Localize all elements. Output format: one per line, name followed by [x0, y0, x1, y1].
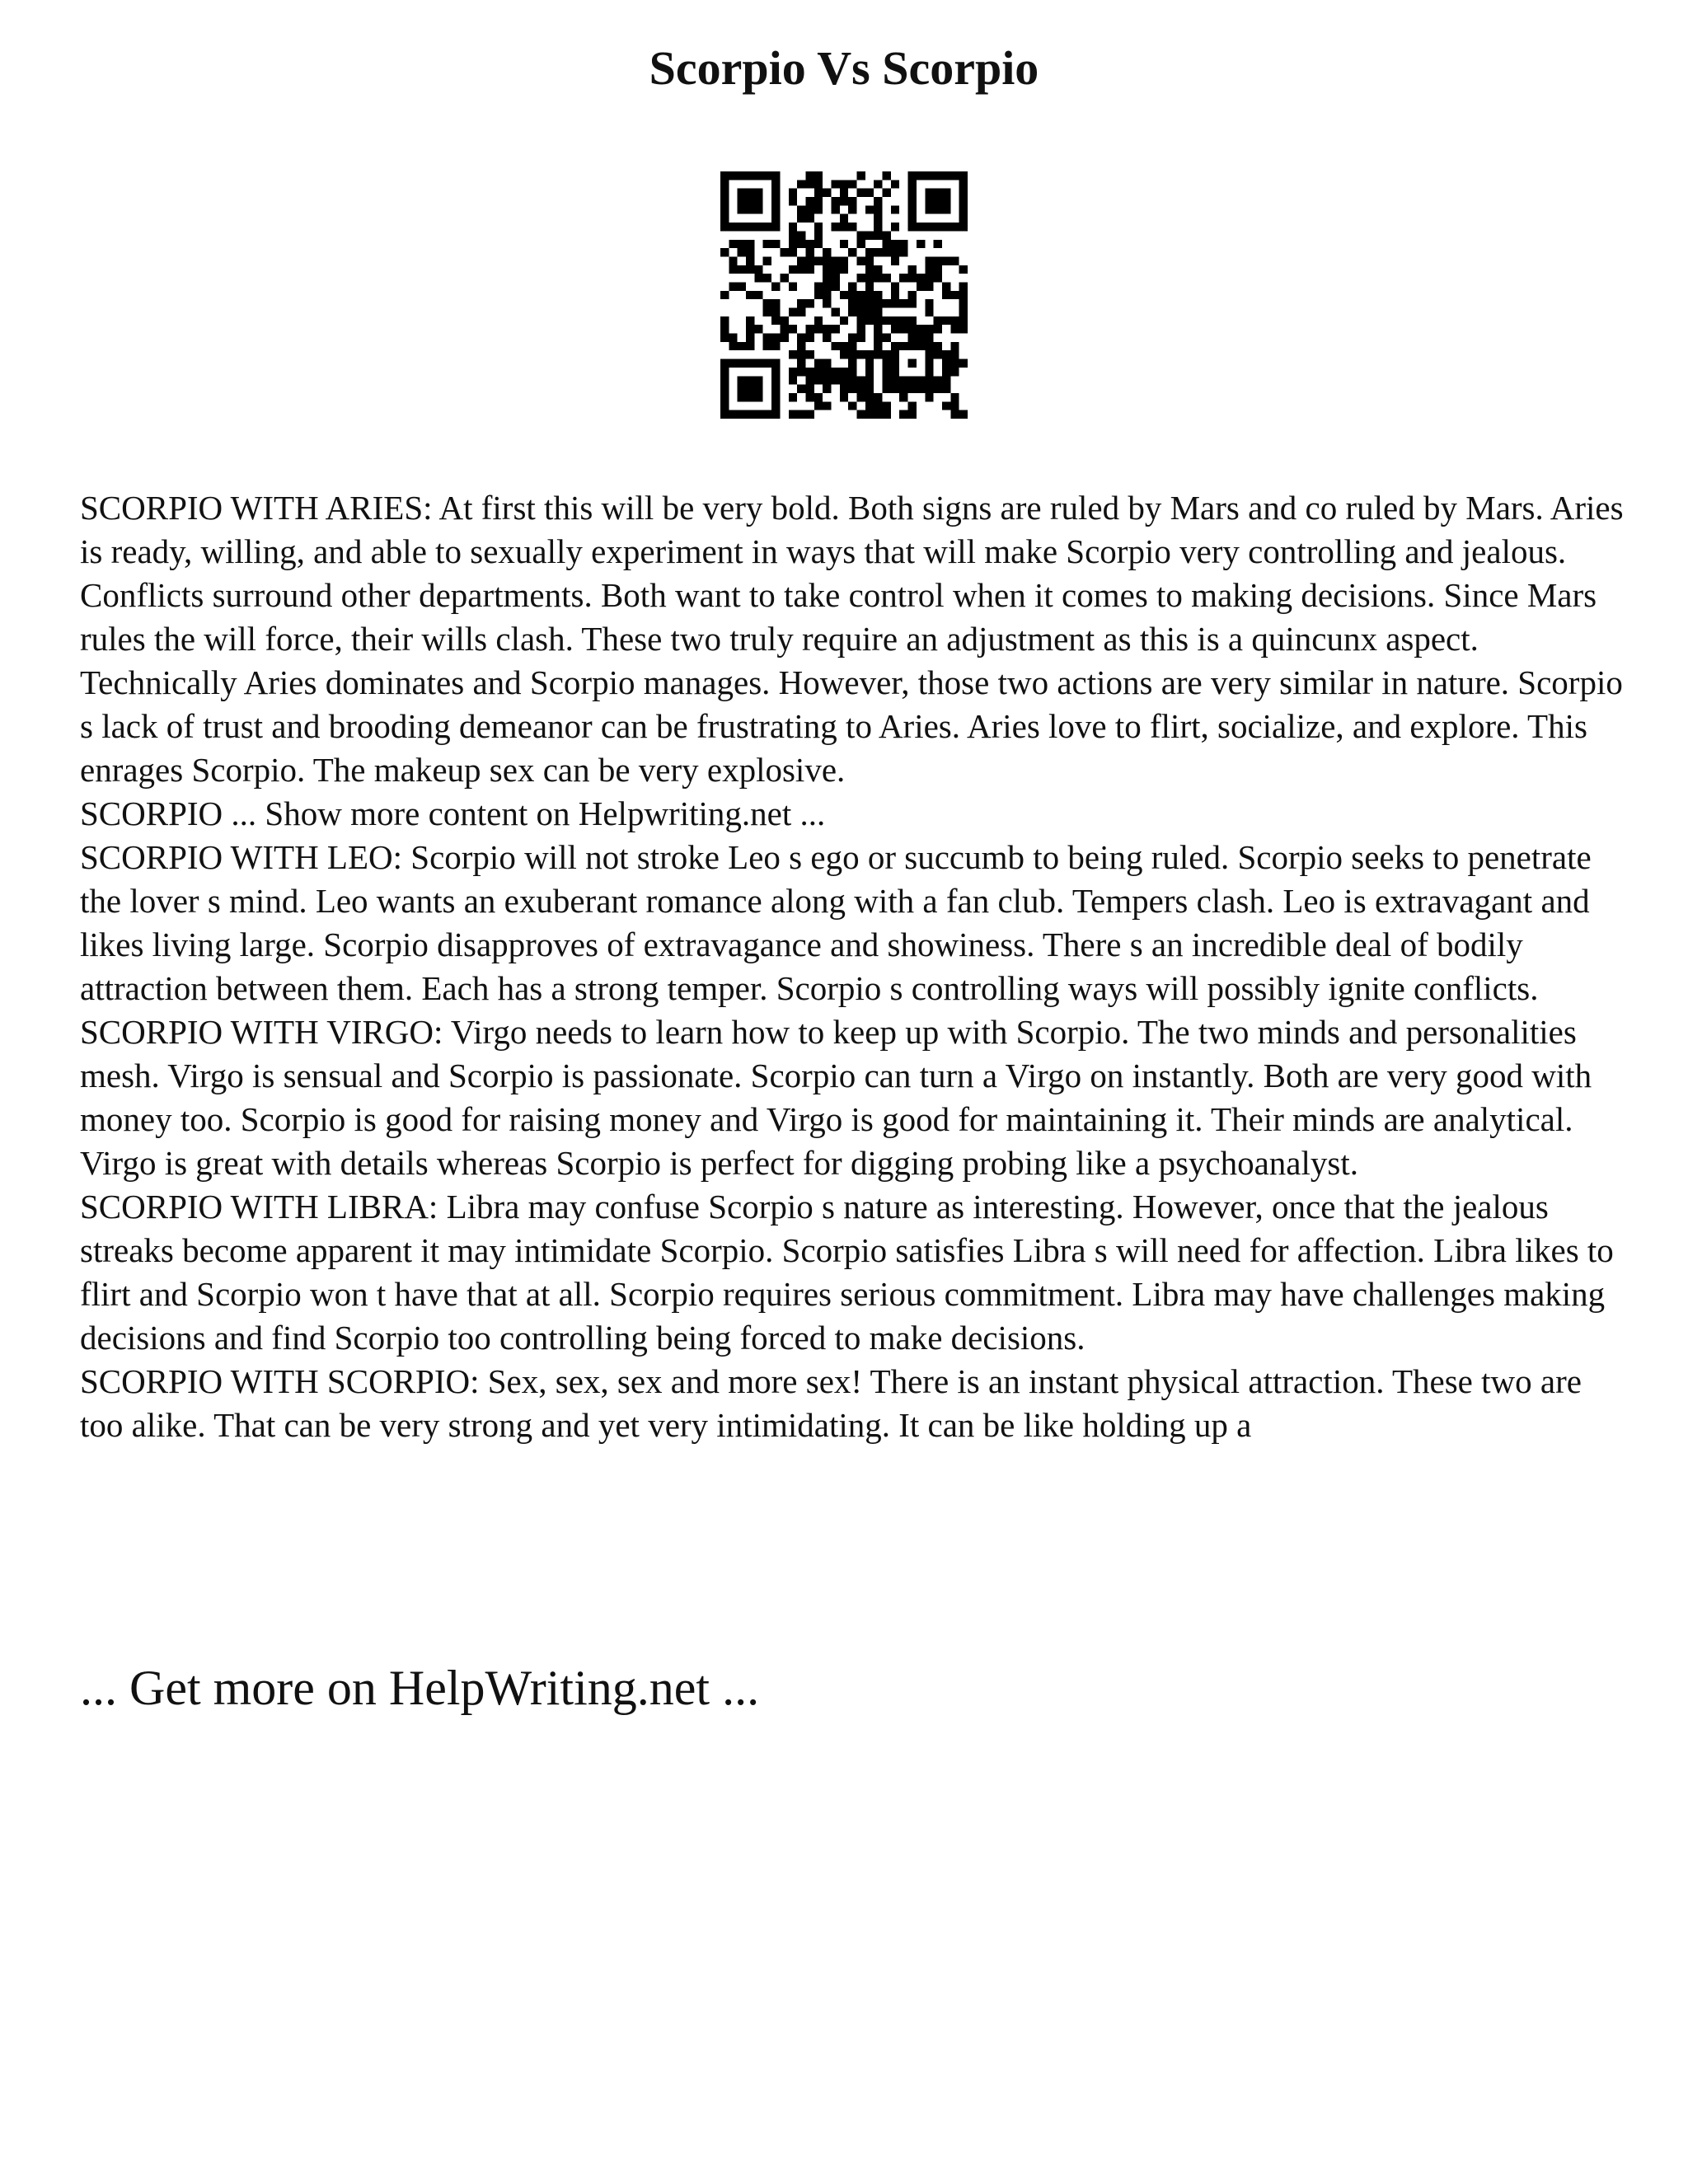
qr-code-icon — [720, 171, 968, 419]
article-body — [80, 486, 1629, 1447]
page-title: Scorpio Vs Scorpio — [649, 41, 1039, 95]
paragraph-scorpio-scorpio: SCORPIO WITH SCORPIO: Sex, sex, sex and more sex! There is an instant physical attraction. These two are too alike. That can be very strong and yet very intimidating. It can be like holding up a — [80, 1362, 1582, 1444]
paragraph-scorpio-libra: SCORPIO WITH LIBRA: Libra may confuse Scorpio s nature as interesting. However, once that the jealous streaks become apparent it may intimidate Scorpio. Scorpio satisfies Libra s will need for affection. Libra likes to flirt and Scorpio won t have that at all. Scorpio requires serious commitment. Libra may have challenges making decisions and find Scorpio too controlling being forced to make decisions. — [80, 1188, 1614, 1357]
paragraph-scorpio-aries: SCORPIO WITH ARIES: At first this will be very bold. Both signs are ruled by Mars and co ruled by Mars. Aries is ready, willing, and able to sexually experiment in ways that will make Scorpio very controlling and jealous. Conflicts surround other departments. Both want to take control when it comes to making decisions. Since Mars rules the will force, their wills clash. These two truly require an adjustment as this is a quincunx aspect. Technically Aries dominates and Scorpio manages. However, those two actions are very similar in nature. Scorpio s lack of trust and brooding demeanor can be frustrating to Aries. Aries love to flirt, socialize, and explore. This enrages Scorpio. The makeup sex can be very explosive. — [80, 489, 1624, 789]
show-more-link[interactable]: SCORPIO ... Show more content on Helpwriting.net ... — [80, 794, 826, 832]
paragraph-scorpio-virgo: SCORPIO WITH VIRGO: Virgo needs to learn how to keep up with Scorpio. The two minds and personalities mesh. Virgo is sensual and Scorpio is passionate. Scorpio can turn a Virgo on instantly. Both are very good with money too. Scorpio is good for raising money and Virgo is good for maintaining it. Their minds are analytical. Virgo is great with details whereas Scorpio is perfect for digging probing like a psychoanalyst. — [80, 1013, 1592, 1182]
paragraph-scorpio-leo: SCORPIO WITH LEO: Scorpio will not stroke Leo s ego or succumb to being ruled. Scorpio seeks to penetrate the lover s mind. Leo wants an exuberant romance along with a fan club. Tempers clash. Leo is extravagant and likes living large. Scorpio disapproves of extravagance and showiness. There s an incredible deal of bodily attraction between them. Each has a strong temper. Scorpio s controlling ways will possibly ignite conflicts. — [80, 838, 1592, 1007]
get-more-link[interactable]: ... Get more on HelpWriting.net ... — [80, 1661, 760, 1715]
